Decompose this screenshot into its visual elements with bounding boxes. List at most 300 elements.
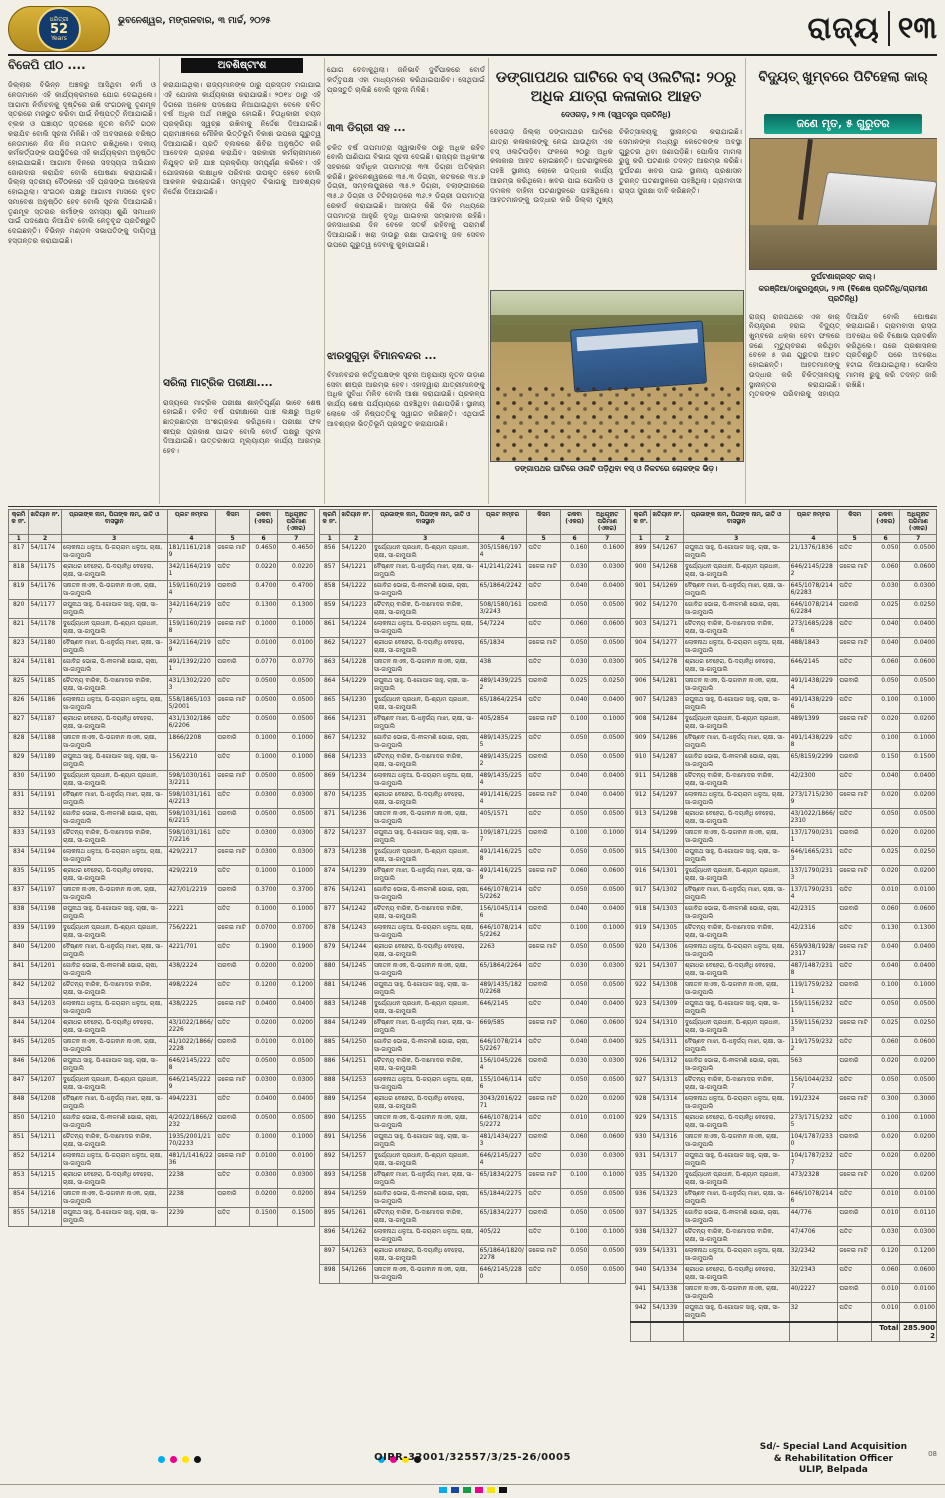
table-cell: 0.0500 [278, 808, 315, 827]
table-row [631, 1150, 937, 1169]
table-cell: ପତିତ [838, 580, 872, 599]
table-cell: 859 [320, 599, 340, 618]
table-cell: 54/1263 [340, 1245, 373, 1264]
temperature-subhead: ୩୩ ଡିଗ୍ରୀ ସହ ... [327, 122, 406, 135]
table-row [320, 1150, 626, 1169]
table-row [631, 618, 937, 637]
table-cell: ଜଳେଇ ମାଟି [216, 770, 250, 789]
table-row [631, 751, 937, 770]
table-cell: 54/1269 [651, 580, 684, 599]
table-cell: 54/1198 [29, 903, 62, 922]
table-row [631, 1131, 937, 1150]
table-cell: 0.1500 [278, 1207, 315, 1226]
table-cell: 54/1190 [29, 770, 62, 789]
table-cell: 0.0300 [249, 1074, 277, 1093]
table-cell: ଚୈତନ୍ୟ ବାରିକ, ପି-ଦାମୋଦର ବାରିକ, ଚାଷୀ, ସା-ଜାମୁପାଲି [683, 618, 789, 637]
table-row [320, 599, 626, 618]
table-cell: 54/1245 [340, 960, 373, 979]
table-cell: 865 [320, 694, 340, 713]
signature-block [760, 1442, 907, 1477]
table-row [631, 1074, 937, 1093]
table-cell: 54/1174 [29, 542, 62, 561]
table-cell: 0.0500 [589, 732, 626, 751]
table-cell: 0.1000 [249, 1131, 277, 1150]
table-cell: 0.0300 [249, 827, 277, 846]
table-cell: 847 [9, 1074, 29, 1093]
table-cell: 119/1759/2322 [789, 1036, 838, 1055]
table-row [9, 637, 315, 656]
table-cell: 54/1178 [29, 618, 62, 637]
table-cell: 0.0100 [278, 637, 315, 656]
table-cell: 0.0500 [278, 675, 315, 694]
table-row [320, 922, 626, 941]
bus-accident-photo [490, 290, 744, 462]
table-cell: ପତିତ [527, 808, 561, 827]
table-cell: ଦୁର୍ଯ୍ୟୋଧନ ପ୍ରଧାନ, ପି-ଶ୍ୟାମ ପ୍ରଧାନ, ଚାଷୀ, ସା-ଜାମୁପାଲି [372, 998, 478, 1017]
table-row [631, 827, 937, 846]
table-cell: 918 [631, 903, 651, 922]
page-number: ୧୩ [888, 11, 937, 46]
table-cell: 54/1232 [340, 732, 373, 751]
table-cell: 903 [631, 618, 651, 637]
table-row [320, 770, 626, 789]
column-number: 5 [216, 534, 250, 542]
table-cell: ପତିତ [838, 846, 872, 865]
table-row [9, 960, 315, 979]
table-row [320, 827, 626, 846]
table-row [320, 1036, 626, 1055]
table-cell: 0.1900 [278, 941, 315, 960]
car-photo-caption: ଦୁର୍ଘଟଣାଗ୍ରସ୍ତ କାର୍। [810, 272, 876, 282]
table-cell: 54/1246 [340, 979, 373, 998]
table-cell: ରଘୁନାଥ ସାହୁ, ପି-ଗୋପାଳ ସାହୁ, ଚାଷୀ, ସା-ଜାମୁପାଲି [683, 542, 789, 561]
table-cell: 54/1224 [340, 618, 373, 637]
table-cell: 0.040 [871, 960, 899, 979]
table-cell: 489/1435/1820/2268 [478, 979, 527, 998]
table-cell: 0.100 [871, 694, 899, 713]
table-cell: ଘରବାରି [838, 599, 872, 618]
table-cell: 44/776 [789, 1207, 838, 1226]
table-cell: 927 [631, 1074, 651, 1093]
table-cell: 54/1317 [651, 1150, 684, 1169]
table-cell: 646/2145 [789, 656, 838, 675]
table-cell: ରଘୁନାଥ ସାହୁ, ପି-ଗୋପାଳ ସାହୁ, ଚାଷୀ, ସା-ଜାମୁପାଲି [61, 751, 167, 770]
table-cell: 0.0500 [589, 1074, 626, 1093]
table-cell: 0.0500 [589, 1207, 626, 1226]
table-cell: 109/1871/2257 [478, 827, 527, 846]
table-cell: ପତିତ [527, 1112, 561, 1131]
table-cell: 159/1160/2198 [167, 618, 216, 637]
table-cell: 846 [9, 1055, 29, 1074]
table-cell: ଦୁର୍ଯ୍ୟୋଧନ ପ୍ରଧାନ, ପି-ଶ୍ୟାମ ପ୍ରଧାନ, ଚାଷୀ, ସା-ଜାମୁପାଲି [372, 1150, 478, 1169]
table-cell: 871 [320, 808, 340, 827]
table-cell: 0.3700 [249, 884, 277, 903]
table-cell: ପତିତ [527, 846, 561, 865]
table-row [320, 846, 626, 865]
table-cell: 876 [320, 884, 340, 903]
table-cell: ଚୈତନ୍ୟ ବାରିକ, ପି-ଦାମୋଦର ବାରିକ, ଚାଷୀ, ସା-ଜାମୁପାଲି [683, 922, 789, 941]
table-cell: 0.050 [560, 637, 588, 656]
table-cell: ପତିତ [838, 884, 872, 903]
table-cell: ଚୈତନ୍ୟ ବାରିକ, ପି-ଦାମୋଦର ବାରିକ, ଚାଷୀ, ସା-ଜାମୁପାଲି [61, 1131, 167, 1150]
column-header: ଅଧିଗୃହୀତ ପରିମାଣ (ଏକର) [278, 510, 315, 535]
table-cell: 54/1181 [29, 656, 62, 675]
table-row [631, 865, 937, 884]
table-cell: 0.0500 [589, 979, 626, 998]
table-cell: 54/1307 [651, 960, 684, 979]
bus-headline: ଡଙ୍ଗାପଥର ଘାଟିରେ ବସ୍ ଓଲଟିଲା: ୨୦ରୁ ଅଧିକ ଯାତ୍ରା କଳାକାର ଆହତ [495, 68, 737, 105]
table-cell: 0.020 [871, 1169, 899, 1188]
table-cell: ଲୋକନାଥ ଧଳୁଆ, ପି-ଜୟରାମ ଧଳୁଆ, ଚାଷୀ, ସା-ଜାମୁପାଲି [61, 542, 167, 561]
table-cell: 0.0500 [589, 846, 626, 865]
table-cell: 897 [320, 1245, 340, 1264]
table-cell: ଶ୍ରୀଧର ବେହେରା, ପି-ଦୟାନିଧି ବେହେରା, ଚାଷୀ, ସା-ଜାମୁପାଲି [61, 1169, 167, 1188]
table-cell: ଘରବାରି [216, 656, 250, 675]
table-cell: 0.0500 [589, 1188, 626, 1207]
table-cell: 0.060 [560, 1131, 588, 1150]
table-cell: 0.0600 [589, 618, 626, 637]
table-cell: 54/1248 [340, 998, 373, 1017]
table-cell: ବୈଷ୍ଣବ ମାଝୀ, ପି-ଧନୁର୍ଜୟ ମାଝୀ, ଚାଷୀ, ସା-ଜାମୁପାଲି [61, 637, 167, 656]
table-cell: 0.0300 [900, 1226, 937, 1245]
misc-box-heading: ଅବଶିଷ୍ଟାଂଶ [181, 58, 303, 73]
table-row [320, 1245, 626, 1264]
table-cell: ଘରବାରି [216, 884, 250, 903]
table-cell: 43/1022/1866/2310 [789, 808, 838, 827]
table-cell: 54/1268 [651, 561, 684, 580]
table-cell: 0.010 [871, 884, 899, 903]
table-cell: 891 [320, 1131, 340, 1150]
table-cell: 0.0500 [278, 770, 315, 789]
table-cell: ଜଳେଇ ମାଟି [838, 561, 872, 580]
table-row [631, 599, 937, 618]
table-cell: 874 [320, 865, 340, 884]
table-cell: 939 [631, 1245, 651, 1264]
table-cell: ଜଳେଇ ମାଟି [216, 1074, 250, 1093]
table-cell: ଜଳେଇ ମାଟି [216, 922, 250, 941]
table-cell: 0.120 [871, 1245, 899, 1264]
table-cell: 888 [320, 1074, 340, 1093]
column-header: କ୍ରମିକ ନଂ. [320, 510, 340, 535]
table-cell: 837 [9, 884, 29, 903]
table-cell: 0.0500 [249, 675, 277, 694]
table-cell: 0.030 [871, 580, 899, 599]
section-name: ରାଜ୍ୟ [807, 10, 880, 46]
table-cell: ଜଳେଇ ମାଟି [527, 637, 561, 656]
table-cell: 0.050 [560, 846, 588, 865]
table-cell: 54/1208 [29, 1093, 62, 1112]
table-cell: 0.0100 [900, 1188, 937, 1207]
table-cell: 54/1221 [340, 561, 373, 580]
table-cell: ଲୋକନାଥ ଧଳୁଆ, ପି-ଜୟରାମ ଧଳୁଆ, ଚାଷୀ, ସା-ଜାମୁପାଲି [683, 1093, 789, 1112]
table-cell: 912 [631, 789, 651, 808]
table-cell: 0.4650 [278, 542, 315, 561]
table-cell: 489/1439/2252 [478, 675, 527, 694]
table-cell: 940 [631, 1264, 651, 1283]
table-cell [789, 1322, 838, 1342]
table-cell: 0.4700 [278, 580, 315, 599]
column-header: ରକବା (ଏକର) [249, 510, 277, 535]
table-cell: 438 [478, 656, 527, 675]
table-cell: 0.050 [560, 599, 588, 618]
signature-line-2: & Rehabilitation Officer [773, 1453, 893, 1464]
table-cell: ସନାତନ ନାଏକ, ପି-ଭଗବାନ ନାଏକ, ଚାଷୀ, ସା-ଜାମୁପାଲି [683, 979, 789, 998]
table-cell: 0.050 [871, 675, 899, 694]
table-row [320, 789, 626, 808]
table-cell: 54/1241 [340, 884, 373, 903]
table-cell: 491/1416/2258 [478, 846, 527, 865]
table-cell: ପତିତ [527, 1074, 561, 1093]
table-row [631, 656, 937, 675]
table-cell: ଜଳେଇ ମାଟି [527, 1245, 561, 1264]
table-cell: 342/1164/2197 [167, 599, 216, 618]
column-number: 7 [589, 534, 626, 542]
table-row [631, 770, 937, 789]
table-cell: 0.010 [871, 1302, 899, 1322]
table-cell: 488/1843 [789, 637, 838, 656]
masthead [8, 4, 937, 56]
table-cell: 0.0250 [900, 599, 937, 618]
table-cell: 0.0100 [278, 1036, 315, 1055]
table-cell: 0.050 [560, 732, 588, 751]
color-bar [0, 1484, 945, 1497]
table-cell: 21/1376/1836 [789, 542, 838, 561]
table-cell: 929 [631, 1112, 651, 1131]
table-cell: 156/1045/2264 [478, 1055, 527, 1074]
table-row [9, 1112, 315, 1131]
bus-body: ଦେଓଗଡ଼ ଜିଲ୍ଲା ଡଙ୍ଗାପଥର ଘାଟିରେ ଯାତ୍ରା କଳାକାରଙ୍କୁ ନେଇ ଯାଉଥିବା ଏକ ବସ୍ ଓଲଟିପଡ଼ିବା ଫଳରେ ୨୦ରୁ ଅଧିକ କଳାକାର ଆହତ ହୋଇଛନ୍ତି। ଘଟଣାସ୍ଥଳରେ ପହଞ୍ଚି ସ୍ଥାନୀୟ ଲୋକେ ଉଦ୍ଧାର କାର୍ଯ୍ୟ ଆରମ୍ଭ କରିଥିଲେ। ଖବର ପାଇ ପୋଲିସ ଓ ଦମକଳ ବାହିନୀ ଘଟଣାସ୍ଥଳରେ ପହଞ୍ଚିଥିଲେ। ଆହତମାନଙ୍କୁ ଉଦ୍ଧାର କରି ଜିଲ୍ଲା ମୁଖ୍ୟ ଚିକିତ୍ସାଳୟକୁ ସ୍ଥାନାନ୍ତର କରାଯାଇଛି। ସେମାନଙ୍କ ମଧ୍ୟରୁ କେତେକଙ୍କ ଅବସ୍ଥା ଗୁରୁତର ଥିବା ଜଣାପଡ଼ିଛି। ପୋଲିସ ମାମଲା ରୁଜୁ କରି ଘଟଣାର ତଦନ୍ତ ଆରମ୍ଭ କରିଛି। ଦୁର୍ଘଟଣା ଖବର ପାଇ ସ୍ଥାନୀୟ ପ୍ରଶାସନ ତୁରନ୍ତ ଘଟଣାସ୍ଥଳରେ ପହଞ୍ଚିଥିଲା। ଗ୍ରାମବାସୀ ରାସ୍ତା ସୁରକ୍ଷା ଦାବି କରିଛନ୍ତି। [490, 127, 742, 205]
table-cell: 919 [631, 922, 651, 941]
table-cell: 54/1251 [340, 1055, 373, 1074]
table-cell: 825 [9, 675, 29, 694]
table-cell: 0.0100 [900, 884, 937, 903]
table-row [631, 846, 937, 865]
column-number: 2 [340, 534, 373, 542]
table-cell: ପତିତ [838, 808, 872, 827]
table-row [631, 1036, 937, 1055]
table-cell: 0.040 [560, 770, 588, 789]
table-cell: ପତିତ [216, 1055, 250, 1074]
table-cell: 54/1199 [29, 922, 62, 941]
column-header: ଅଧିଗୃହୀତ ପରିମାଣ (ଏକର) [900, 510, 937, 535]
table-cell: 0.0500 [589, 808, 626, 827]
table-cell: 0.040 [871, 770, 899, 789]
table-cell: 54/1302 [651, 884, 684, 903]
table-cell: ଘରବାରି [838, 675, 872, 694]
table-cell: ଘରବାରି [216, 580, 250, 599]
table-cell: 817 [9, 542, 29, 561]
table-cell: ଦୁର୍ଯ୍ୟୋଧନ ପ୍ରଧାନ, ପି-ଶ୍ୟାମ ପ୍ରଧାନ, ଚାଷୀ, ସା-ଜାମୁପାଲି [683, 865, 789, 884]
table-cell: 0.1200 [249, 979, 277, 998]
table-cell: 54/1195 [29, 865, 62, 884]
table-row [320, 1188, 626, 1207]
table-cell: 842 [9, 979, 29, 998]
table-cell: 405/1571 [478, 808, 527, 827]
table-cell: 824 [9, 656, 29, 675]
table-cell: ଚୈତନ୍ୟ ବାରିକ, ପି-ଦାମୋଦର ବାରିକ, ଚାଷୀ, ସା-ଜାମୁପାଲି [372, 1207, 478, 1226]
column-header: କିସମ [527, 510, 561, 535]
table-cell: 896 [320, 1226, 340, 1245]
table-cell: 0.0300 [278, 789, 315, 808]
table-cell: 498/2224 [167, 979, 216, 998]
car-dateline: କରଞ୍ଜିଆ/ଠାକୁରମୁଣ୍ଡା, ୨।୩ (ବିଶେଷ ପ୍ରତିନିଧି/ଗ୍ରାମୀଣ ପ୍ରତିନିଧି) [758, 284, 928, 304]
table-cell: 54/1277 [651, 637, 684, 656]
table-cell: 0.040 [560, 1036, 588, 1055]
table-cell: 0.300 [871, 1093, 899, 1112]
table-cell: 137/1790/2313 [789, 865, 838, 884]
table-cell: 54/1242 [340, 903, 373, 922]
table-cell: 0.0300 [278, 846, 315, 865]
table-cell: 54/1298 [651, 808, 684, 827]
table-cell: 931 [631, 1150, 651, 1169]
table-cell: ପତିତ [527, 618, 561, 637]
table-cell: ଲୋକନାଥ ଧଳୁଆ, ପି-ଜୟରାମ ଧଳୁଆ, ଚାଷୀ, ସା-ଜାମୁପାଲି [683, 1245, 789, 1264]
table-cell: ଗୋବିନ୍ଦ ଭୋଇ, ପି-ନୀଳମଣି ଭୋଇ, ଚାଷୀ, ସା-ଜାମୁପାଲି [372, 1188, 478, 1207]
table-cell: 0.040 [560, 789, 588, 808]
table-cell: 0.050 [560, 751, 588, 770]
table-cell: 858 [320, 580, 340, 599]
table-cell: 0.0300 [249, 1169, 277, 1188]
table-row [9, 599, 315, 618]
table-cell: 0.1000 [278, 732, 315, 751]
table-cell: ସନାତନ ନାଏକ, ପି-ଭଗବାନ ନାଏକ, ଚାଷୀ, ସା-ଜାମୁପାଲି [372, 960, 478, 979]
table-row [9, 903, 315, 922]
table-cell: 1866/2208 [167, 732, 216, 751]
table-cell: 494/2231 [167, 1093, 216, 1112]
table-cell: 646/1078/2145/2262 [478, 884, 527, 903]
table-cell: 54/1267 [651, 542, 684, 561]
column-number: 1 [9, 534, 29, 542]
table-cell: 892 [320, 1150, 340, 1169]
table-cell: ରଘୁନାଥ ସାହୁ, ପି-ଗୋପାଳ ସାହୁ, ଚାଷୀ, ସା-ଜାମୁପାଲି [683, 998, 789, 1017]
table-cell: 0.0500 [249, 1112, 277, 1131]
table-row [631, 1283, 937, 1302]
table-cell: ପତିତ [838, 998, 872, 1017]
table-cell: ପତିତ [216, 1169, 250, 1188]
table-row [9, 618, 315, 637]
table-row [320, 1264, 626, 1283]
table-cell: 0.0500 [278, 713, 315, 732]
table-cell: 0.0200 [249, 1017, 277, 1036]
table-cell: 0.0200 [900, 1131, 937, 1150]
table-cell: 0.100 [871, 979, 899, 998]
table-cell: 669/585 [478, 1017, 527, 1036]
table-cell: 0.0600 [900, 903, 937, 922]
table-cell: 342/1164/2199 [167, 637, 216, 656]
table-cell: 0.1000 [278, 1131, 315, 1150]
table-cell: 65/1844/2275 [478, 1188, 527, 1207]
article-misc-column [163, 58, 325, 504]
table-cell: ସନାତନ ନାଏକ, ପି-ଭଗବାନ ନାଏକ, ଚାଷୀ, ସା-ଜାମୁପାଲି [61, 1188, 167, 1207]
table-cell: 54/1309 [651, 998, 684, 1017]
table-cell: 0.0100 [900, 1283, 937, 1302]
green-square [463, 1487, 471, 1493]
table-cell: ଜଳେଇ ମାଟି [216, 846, 250, 865]
table-cell: 835 [9, 865, 29, 884]
table-cell: 0.030 [560, 656, 588, 675]
table-cell: ଦୁର୍ଯ୍ୟୋଧନ ପ୍ରଧାନ, ପି-ଶ୍ୟାମ ପ୍ରଧାନ, ଚାଷୀ, ସା-ଜାମୁପାଲି [372, 846, 478, 865]
table-cell: ଘରବାରି [838, 827, 872, 846]
column-header: ଖତିୟାନ ନଂ. [29, 510, 62, 535]
table-cell: ଜଳେଇ ମାଟି [838, 1017, 872, 1036]
black-square [499, 1487, 507, 1493]
table-cell: ପତିତ [527, 542, 561, 561]
table-cell: 0.0300 [278, 827, 315, 846]
article-col3 [327, 58, 489, 504]
table-cell: 925 [631, 1036, 651, 1055]
table-cell: 54/1233 [340, 751, 373, 770]
table-row [320, 1207, 626, 1226]
table-cell: 0.0500 [900, 808, 937, 827]
table-row [631, 1112, 937, 1131]
table-cell: ଚୈତନ୍ୟ ବାରିକ, ପି-ଦାମୋଦର ବାରିକ, ଚାଷୀ, ସା-ଜାମୁପାଲି [683, 1074, 789, 1093]
table-cell: ଶ୍ରୀଧର ବେହେରା, ପି-ଦୟାନିଧି ବେହେରା, ଚାଷୀ, ସା-ଜାମୁପାଲି [683, 656, 789, 675]
table-cell: 54/1320 [651, 1169, 684, 1188]
table-cell: ପତିତ [527, 998, 561, 1017]
table-cell: ଶ୍ରୀଧର ବେହେରା, ପି-ଦୟାନିଧି ବେହେରା, ଚାଷୀ, ସା-ଜାମୁପାଲି [372, 941, 478, 960]
table-cell: 54/1211 [29, 1131, 62, 1150]
table-cell: ପତିତ [216, 1131, 250, 1150]
table-cell: 54/1239 [340, 865, 373, 884]
table-row [320, 618, 626, 637]
table-cell: 54/1200 [29, 941, 62, 960]
table-cell: 0.100 [560, 1169, 588, 1188]
table-cell: ଲୋକନାଥ ଧଳୁଆ, ପି-ଜୟରାମ ଧଳୁଆ, ଚାଷୀ, ସା-ଜାମୁପାଲି [683, 789, 789, 808]
table-cell: ବୈଷ୍ଣବ ମାଝୀ, ପି-ଧନୁର୍ଜୟ ମାଝୀ, ଚାଷୀ, ସା-ଜାମୁପାଲି [372, 1169, 478, 1188]
oipr-number: OIPR-32001/32557/3/25-26/0005 [374, 1452, 571, 1463]
table-cell: ପତିତ [216, 675, 250, 694]
table-cell: 65/8159/2299 [789, 751, 838, 770]
table-cell: 901 [631, 580, 651, 599]
table-cell: ଚୈତନ୍ୟ ବାରିକ, ପି-ଦାମୋଦର ବାରିକ, ଚାଷୀ, ସା-ଜାମୁପାଲି [372, 599, 478, 618]
dharitri-logo [8, 6, 110, 52]
table-cell: ବୈଷ୍ଣବ ମାଝୀ, ପି-ଧନୁର୍ଜୟ ମାଝୀ, ଚାଷୀ, ସା-ଜାମୁପାଲି [683, 1188, 789, 1207]
table-cell: 0.1000 [249, 865, 277, 884]
table-cell: 54/1250 [340, 1036, 373, 1055]
table-cell: ପତିତ [527, 694, 561, 713]
table-cell: ପତିତ [527, 1188, 561, 1207]
table-cell: 0.0600 [900, 656, 937, 675]
table-cell: ରଘୁନାଥ ସାହୁ, ପି-ଗୋପାଳ ସାହୁ, ଚାଷୀ, ସା-ଜାମୁପାଲି [683, 694, 789, 713]
table-cell: 54/1310 [651, 1017, 684, 1036]
table-cell: ଘରବାରି [838, 1131, 872, 1150]
table-cell: 0.0500 [900, 542, 937, 561]
table-row [9, 1055, 315, 1074]
table-cell: ଗୋବିନ୍ଦ ଭୋଇ, ପି-ନୀଳମଣି ଭୋଇ, ଚାଷୀ, ସା-ଜାମୁପାଲି [683, 599, 789, 618]
table-cell: ସନାତନ ନାଏକ, ପି-ଭଗବାନ ନାଏକ, ଚାଷୀ, ସା-ଜାମୁପାଲି [372, 1112, 478, 1131]
table-row [631, 1017, 937, 1036]
table-cell: 935 [631, 1169, 651, 1188]
table-cell: 921 [631, 960, 651, 979]
table-cell: 0.025 [871, 599, 899, 618]
table-cell: ପତିତ [527, 770, 561, 789]
table-cell: 273/1715/2325 [789, 1112, 838, 1131]
table-cell: 181/1161/2189 [167, 542, 216, 561]
table-cell: 32/2342 [789, 1245, 838, 1264]
electric-pole [798, 139, 813, 220]
table-cell: 54/1229 [340, 675, 373, 694]
table-row [320, 1226, 626, 1245]
table-cell: ସନାତନ ନାଏକ, ପି-ଭଗବାନ ନାଏକ, ଚାଷୀ, ସା-ଜାମୁପାଲି [683, 827, 789, 846]
table-cell: 902 [631, 599, 651, 618]
table-cell: ଗୋବିନ୍ଦ ଭୋଇ, ପି-ନୀଳମଣି ଭୋଇ, ଚାଷୀ, ସା-ଜାମୁପାଲି [372, 884, 478, 903]
table-cell: 4221/701 [167, 941, 216, 960]
table-cell: 646/1078/2146/2284 [789, 599, 838, 618]
column-number: 1 [320, 534, 340, 542]
column-header: ଖତିୟାନ ନଂ. [651, 510, 684, 535]
table-cell: 0.0700 [278, 922, 315, 941]
table-cell: ଜଳେଇ ମାଟି [838, 865, 872, 884]
